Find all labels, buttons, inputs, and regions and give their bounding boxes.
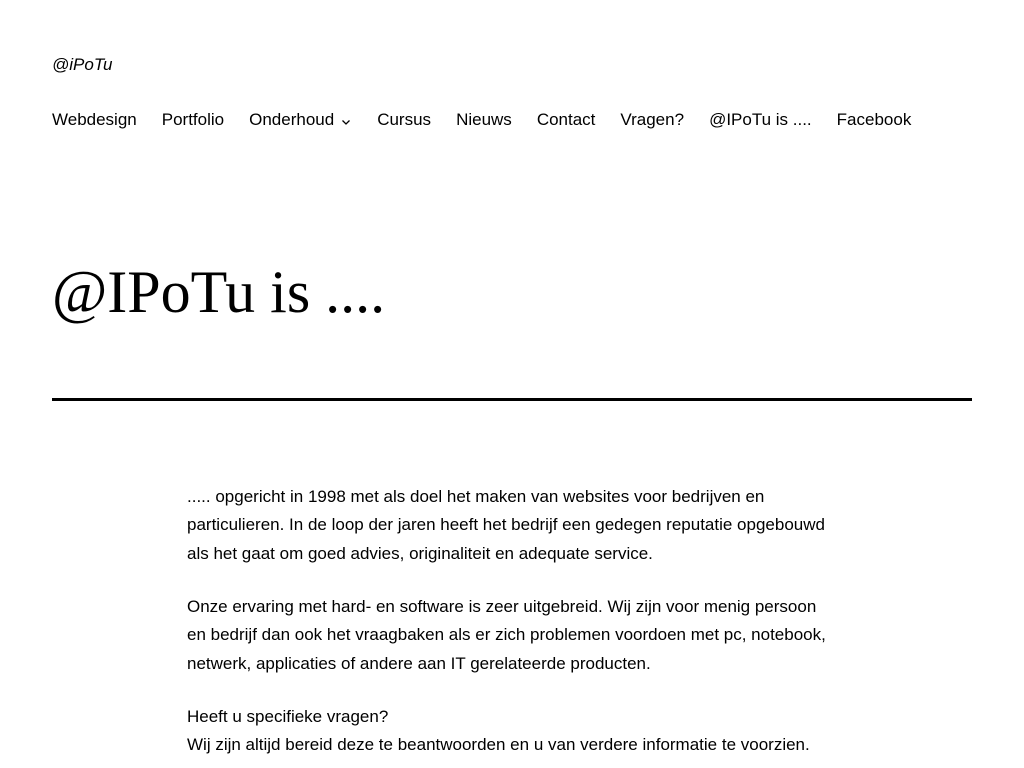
title-divider <box>52 398 972 401</box>
nav-item-nieuws[interactable]: Nieuws <box>456 110 512 129</box>
site-logo[interactable]: @iPoTu <box>52 55 113 74</box>
nav-item-contact[interactable]: Contact <box>536 110 596 129</box>
paragraph-about-founding: ..... opgericht in 1998 met als doel het maken van websites voor bedrijven en particulieren. In de loop der jaren heeft het bedrijf een gedegen reputatie opgebouwd als het gaat om goed advies, originaliteit en adequate service. <box>187 486 825 563</box>
main-nav <box>52 110 972 130</box>
answer-line: Wij zijn altijd bereid deze te beantwoorden en u van verdere informatie te voorzien. <box>187 735 810 755</box>
nav-item-portfolio[interactable]: Portfolio <box>161 110 225 129</box>
nav-item-onderhoud-label: Onderhoud <box>249 110 335 129</box>
site-header <box>0 0 1024 130</box>
paragraph-about-experience: Onze ervaring met hard- en software is zeer uitgebreid. Wij zijn voor menig persoon en bedrijf dan ook het vraagbaken als er zich problemen voordoen met pc, notebook, netwerk, applicaties of andere aan IT gerelateerde producten. <box>187 596 826 674</box>
nav-item-onderhoud[interactable] <box>249 110 352 130</box>
nav-item-facebook[interactable]: Facebook <box>836 110 912 129</box>
paragraph-questions <box>187 703 837 760</box>
nav-item-webdesign[interactable]: Webdesign <box>52 110 137 129</box>
nav-item-ipotu-is[interactable]: @IPoTu is .... <box>709 110 812 129</box>
page-title: @IPoTu is .... <box>52 259 386 325</box>
chevron-down-icon[interactable] <box>340 116 352 128</box>
question-line: Heeft u specifieke vragen? <box>187 706 389 726</box>
nav-item-vragen[interactable]: Vragen? <box>620 110 685 129</box>
nav-item-cursus[interactable]: Cursus <box>377 110 432 129</box>
entry-content <box>187 483 837 761</box>
main-content <box>0 258 1024 760</box>
